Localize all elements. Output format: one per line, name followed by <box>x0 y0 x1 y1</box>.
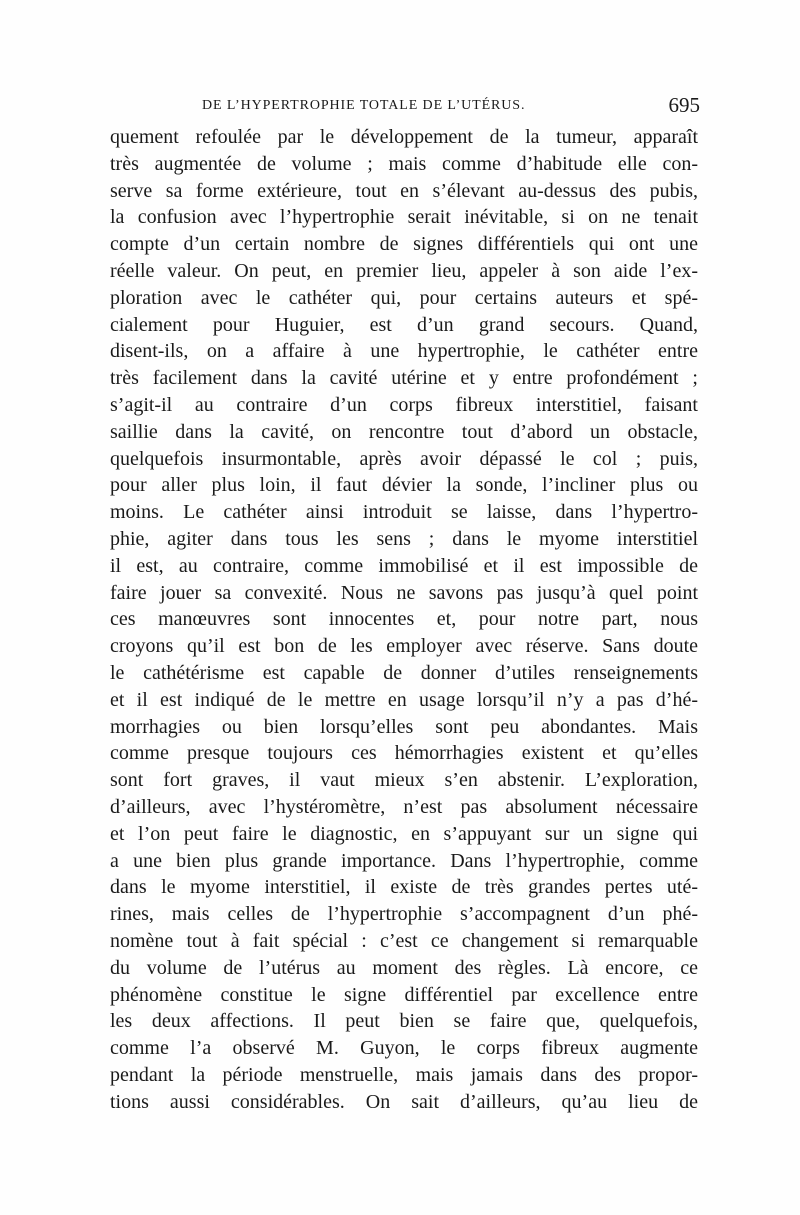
text-line: serve sa forme extérieure, tout en s’élevant au-dessus des pubis, <box>110 179 698 202</box>
text-line: d’ailleurs, avec l’hystéromètre, n’est pas absolument nécessaire <box>110 795 698 818</box>
text-line: pendant la période menstruelle, mais jamais dans des propor- <box>110 1063 698 1086</box>
text-line: comme presque toujours ces hémorrhagies existent et qu’elles <box>110 742 698 765</box>
text-line: très augmentée de volume ; mais comme d’habitude elle con- <box>110 152 698 175</box>
text-line: morrhagies ou bien lorsqu’elles sont peu abondantes. Mais <box>110 715 698 738</box>
text-line: tions aussi considérables. On sait d’ailleurs, qu’au lieu de <box>110 1090 698 1113</box>
text-line: croyons qu’il est bon de les employer avec réserve. Sans doute <box>110 635 698 658</box>
text-line: moins. Le cathéter ainsi introduit se laisse, dans l’hypertro- <box>110 501 698 524</box>
text-line: s’agit-il au contraire d’un corps fibreux interstitiel, faisant <box>110 393 698 416</box>
text-line: il est, au contraire, comme immobilisé et il est impossible de <box>110 554 698 577</box>
text-line: ploration avec le cathéter qui, pour certains auteurs et spé- <box>110 286 698 309</box>
text-line: rines, mais celles de l’hypertrophie s’accompagnent d’un phé- <box>110 903 698 926</box>
text-line: saillie dans la cavité, on rencontre tout d’abord un obstacle, <box>110 420 698 443</box>
page-number: 695 <box>668 93 700 117</box>
text-line: compte d’un certain nombre de signes différentiels qui ont une <box>110 233 698 256</box>
text-line: quelquefois insurmontable, après avoir dépassé le col ; puis, <box>110 447 698 470</box>
text-line: et l’on peut faire le diagnostic, en s’appuyant sur un signe qui <box>110 822 698 845</box>
text-line: sont fort graves, il vaut mieux s’en abstenir. L’exploration, <box>110 769 698 792</box>
text-line: a une bien plus grande importance. Dans l’hypertrophie, comme <box>110 849 698 872</box>
running-head <box>110 95 700 117</box>
text-line: comme l’a observé M. Guyon, le corps fibreux augmente <box>110 1037 698 1060</box>
text-line: la confusion avec l’hypertrophie serait inévitable, si on ne tenait <box>110 206 698 229</box>
running-head-title: DE L’HYPERTROPHIE TOTALE DE L’UTÉRUS. <box>202 98 526 113</box>
body-text <box>110 124 698 1115</box>
text-line: phénomène constitue le signe différentiel par excellence entre <box>110 983 698 1006</box>
text-line: réelle valeur. On peut, en premier lieu, appeler à son aide l’ex- <box>110 259 698 282</box>
text-line: faire jouer sa convexité. Nous ne savons pas jusqu’à quel point <box>110 581 698 604</box>
text-line: quement refoulée par le développement de la tumeur, apparaît <box>110 126 698 148</box>
text-line: ces manœuvres sont innocentes et, pour notre part, nous <box>110 608 698 631</box>
text-line: cialement pour Huguier, est d’un grand secours. Quand, <box>110 313 698 336</box>
text-line: et il est indiqué de le mettre en usage lorsqu’il n’y a pas d’hé- <box>110 688 698 711</box>
text-line: dans le myome interstitiel, il existe de très grandes pertes uté- <box>110 876 698 899</box>
text-line: disent-ils, on a affaire à une hypertrophie, le cathéter entre <box>110 340 698 363</box>
text-line: très facilement dans la cavité utérine et y entre profondément ; <box>110 367 698 390</box>
text-line: nomène tout à fait spécial : c’est ce changement si remarquable <box>110 929 698 952</box>
text-line: du volume de l’utérus au moment des règles. Là encore, ce <box>110 956 698 979</box>
text-line: les deux affections. Il peut bien se faire que, quelquefois, <box>110 1010 698 1033</box>
text-line: pour aller plus loin, il faut dévier la sonde, l’incliner plus ou <box>110 474 698 497</box>
text-line: phie, agiter dans tous les sens ; dans le myome interstitiel <box>110 527 698 550</box>
text-line: le cathétérisme est capable de donner d’utiles renseignements <box>110 661 698 684</box>
